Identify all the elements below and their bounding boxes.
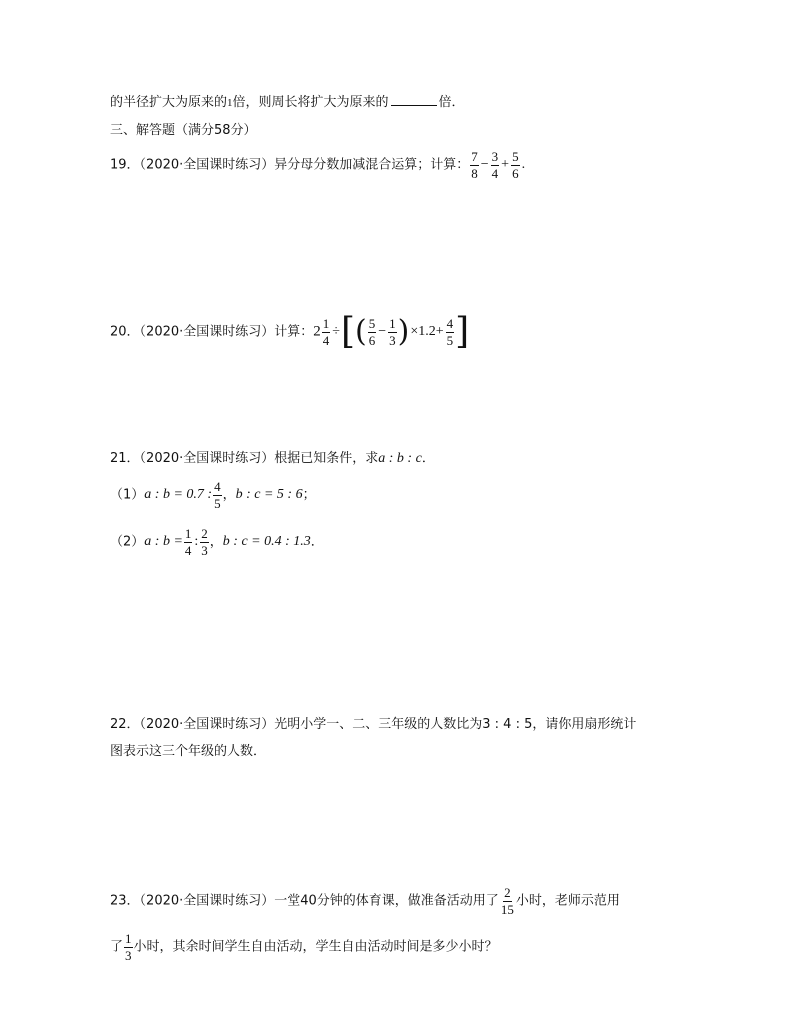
q22-text-1: 22．（2020·全国课时练习）光明小学一、二、三年级的人数比为3 : 4 : 5，请你用扇形统计 xyxy=(110,717,637,732)
q23-text-d: 小时，其余时间学生自由活动，学生自由活动时间是多少小时？ xyxy=(133,939,498,955)
question-21 xyxy=(110,452,435,466)
q21-p2-tag: （2） xyxy=(110,534,145,550)
q21-p2-expr-a: a : b = xyxy=(144,534,183,550)
q21-p1-expr-b: b : c = 5 : 6 xyxy=(235,487,303,503)
q22-text-2: 图表示这三个年级的人数． xyxy=(110,744,267,759)
q20-right-bracket: ] xyxy=(455,311,470,352)
q21-p2-sep: ， xyxy=(209,534,223,550)
q22-line-2 xyxy=(110,745,266,758)
q23-fraction-1: $\frac{2}{15}$ xyxy=(500,885,514,917)
q20-left-bracket: [ xyxy=(340,311,355,352)
q23-fraction-2: $\frac{1}{3}$ xyxy=(125,931,132,963)
q19-fraction-1: $\frac{7}{8}$ xyxy=(471,149,478,181)
section-title: 三、解答题（满分58分） xyxy=(110,123,257,138)
q21-p1-tag: （1） xyxy=(110,487,145,503)
q18-text-c: 倍． xyxy=(438,95,465,110)
q18-text-b: 倍，则周长将扩大为原来的 xyxy=(232,95,389,110)
q20-label: 20．（2020·全国课时练习）计算： xyxy=(110,324,314,340)
q20-times: ×1.2+ xyxy=(410,324,444,339)
q19-label: 19．（2020·全国课时练习）异分母分数加减混合运算；计算： xyxy=(110,157,470,173)
q18-text-a: 的半径扩大为原来的 xyxy=(110,95,228,110)
q19-op-1: − xyxy=(480,157,489,173)
q23-line-2 xyxy=(110,932,498,962)
q21-p2-fraction-1: $\frac{1}{4}$ xyxy=(184,526,192,558)
q21-label-end: ． xyxy=(421,451,435,466)
q21-part-1 xyxy=(110,480,316,510)
q20-left-paren: ( xyxy=(355,314,367,349)
q20-right-paren: ) xyxy=(397,314,410,349)
q20-fraction-4: $\frac{4}{5}$ xyxy=(446,315,454,348)
q19-end: . xyxy=(521,157,526,173)
q20-fraction-1: $\frac{1}{4}$ xyxy=(322,315,330,348)
q23-line-1 xyxy=(110,886,620,916)
question-20 xyxy=(110,311,470,352)
q21-p1-expr-a: a : b = 0.7 : xyxy=(144,487,213,503)
q21-p1-sep: ， xyxy=(222,487,236,503)
q18-answer-blank[interactable] xyxy=(391,94,437,106)
q20-fraction-2: $\frac{5}{6}$ xyxy=(368,315,376,348)
q19-fraction-3: $\frac{5}{6}$ xyxy=(512,149,519,181)
q21-p2-colon: : xyxy=(194,534,199,550)
q18-number: 1 xyxy=(227,97,233,109)
q21-part-2 xyxy=(110,527,324,557)
q20-mixed-whole: 2 xyxy=(313,323,321,340)
q23-text-a: 23．（2020·全国课时练习）一堂40分钟的体育课，做准备活动用了 xyxy=(110,893,499,909)
q21-p2-expr-b: b : c = 0.4 : 1.3 xyxy=(222,534,311,550)
q23-text-b: 小时，老师示范用 xyxy=(515,893,620,909)
q18-line xyxy=(110,94,465,109)
q21-label: 21．（2020·全国课时练习）根据已知条件，求 xyxy=(110,451,379,466)
q20-minus: − xyxy=(378,324,387,339)
q21-ratio: a : b : c xyxy=(378,451,422,466)
q19-op-2: + xyxy=(501,157,510,173)
section-heading xyxy=(110,124,257,137)
q21-p1-end: ； xyxy=(302,487,316,503)
q21-p1-fraction: $\frac{4}{5}$ xyxy=(214,479,221,511)
q19-fraction-2: $\frac{3}{4}$ xyxy=(491,149,499,181)
q21-p2-end: ． xyxy=(310,534,324,550)
q23-text-c: 了 xyxy=(110,939,124,955)
question-19 xyxy=(110,150,526,180)
q21-p2-fraction-2: $\frac{2}{3}$ xyxy=(201,526,208,558)
q20-divide: ÷ xyxy=(332,324,340,339)
q20-fraction-3: $\frac{1}{3}$ xyxy=(389,315,396,348)
q22-line-1 xyxy=(110,718,636,731)
